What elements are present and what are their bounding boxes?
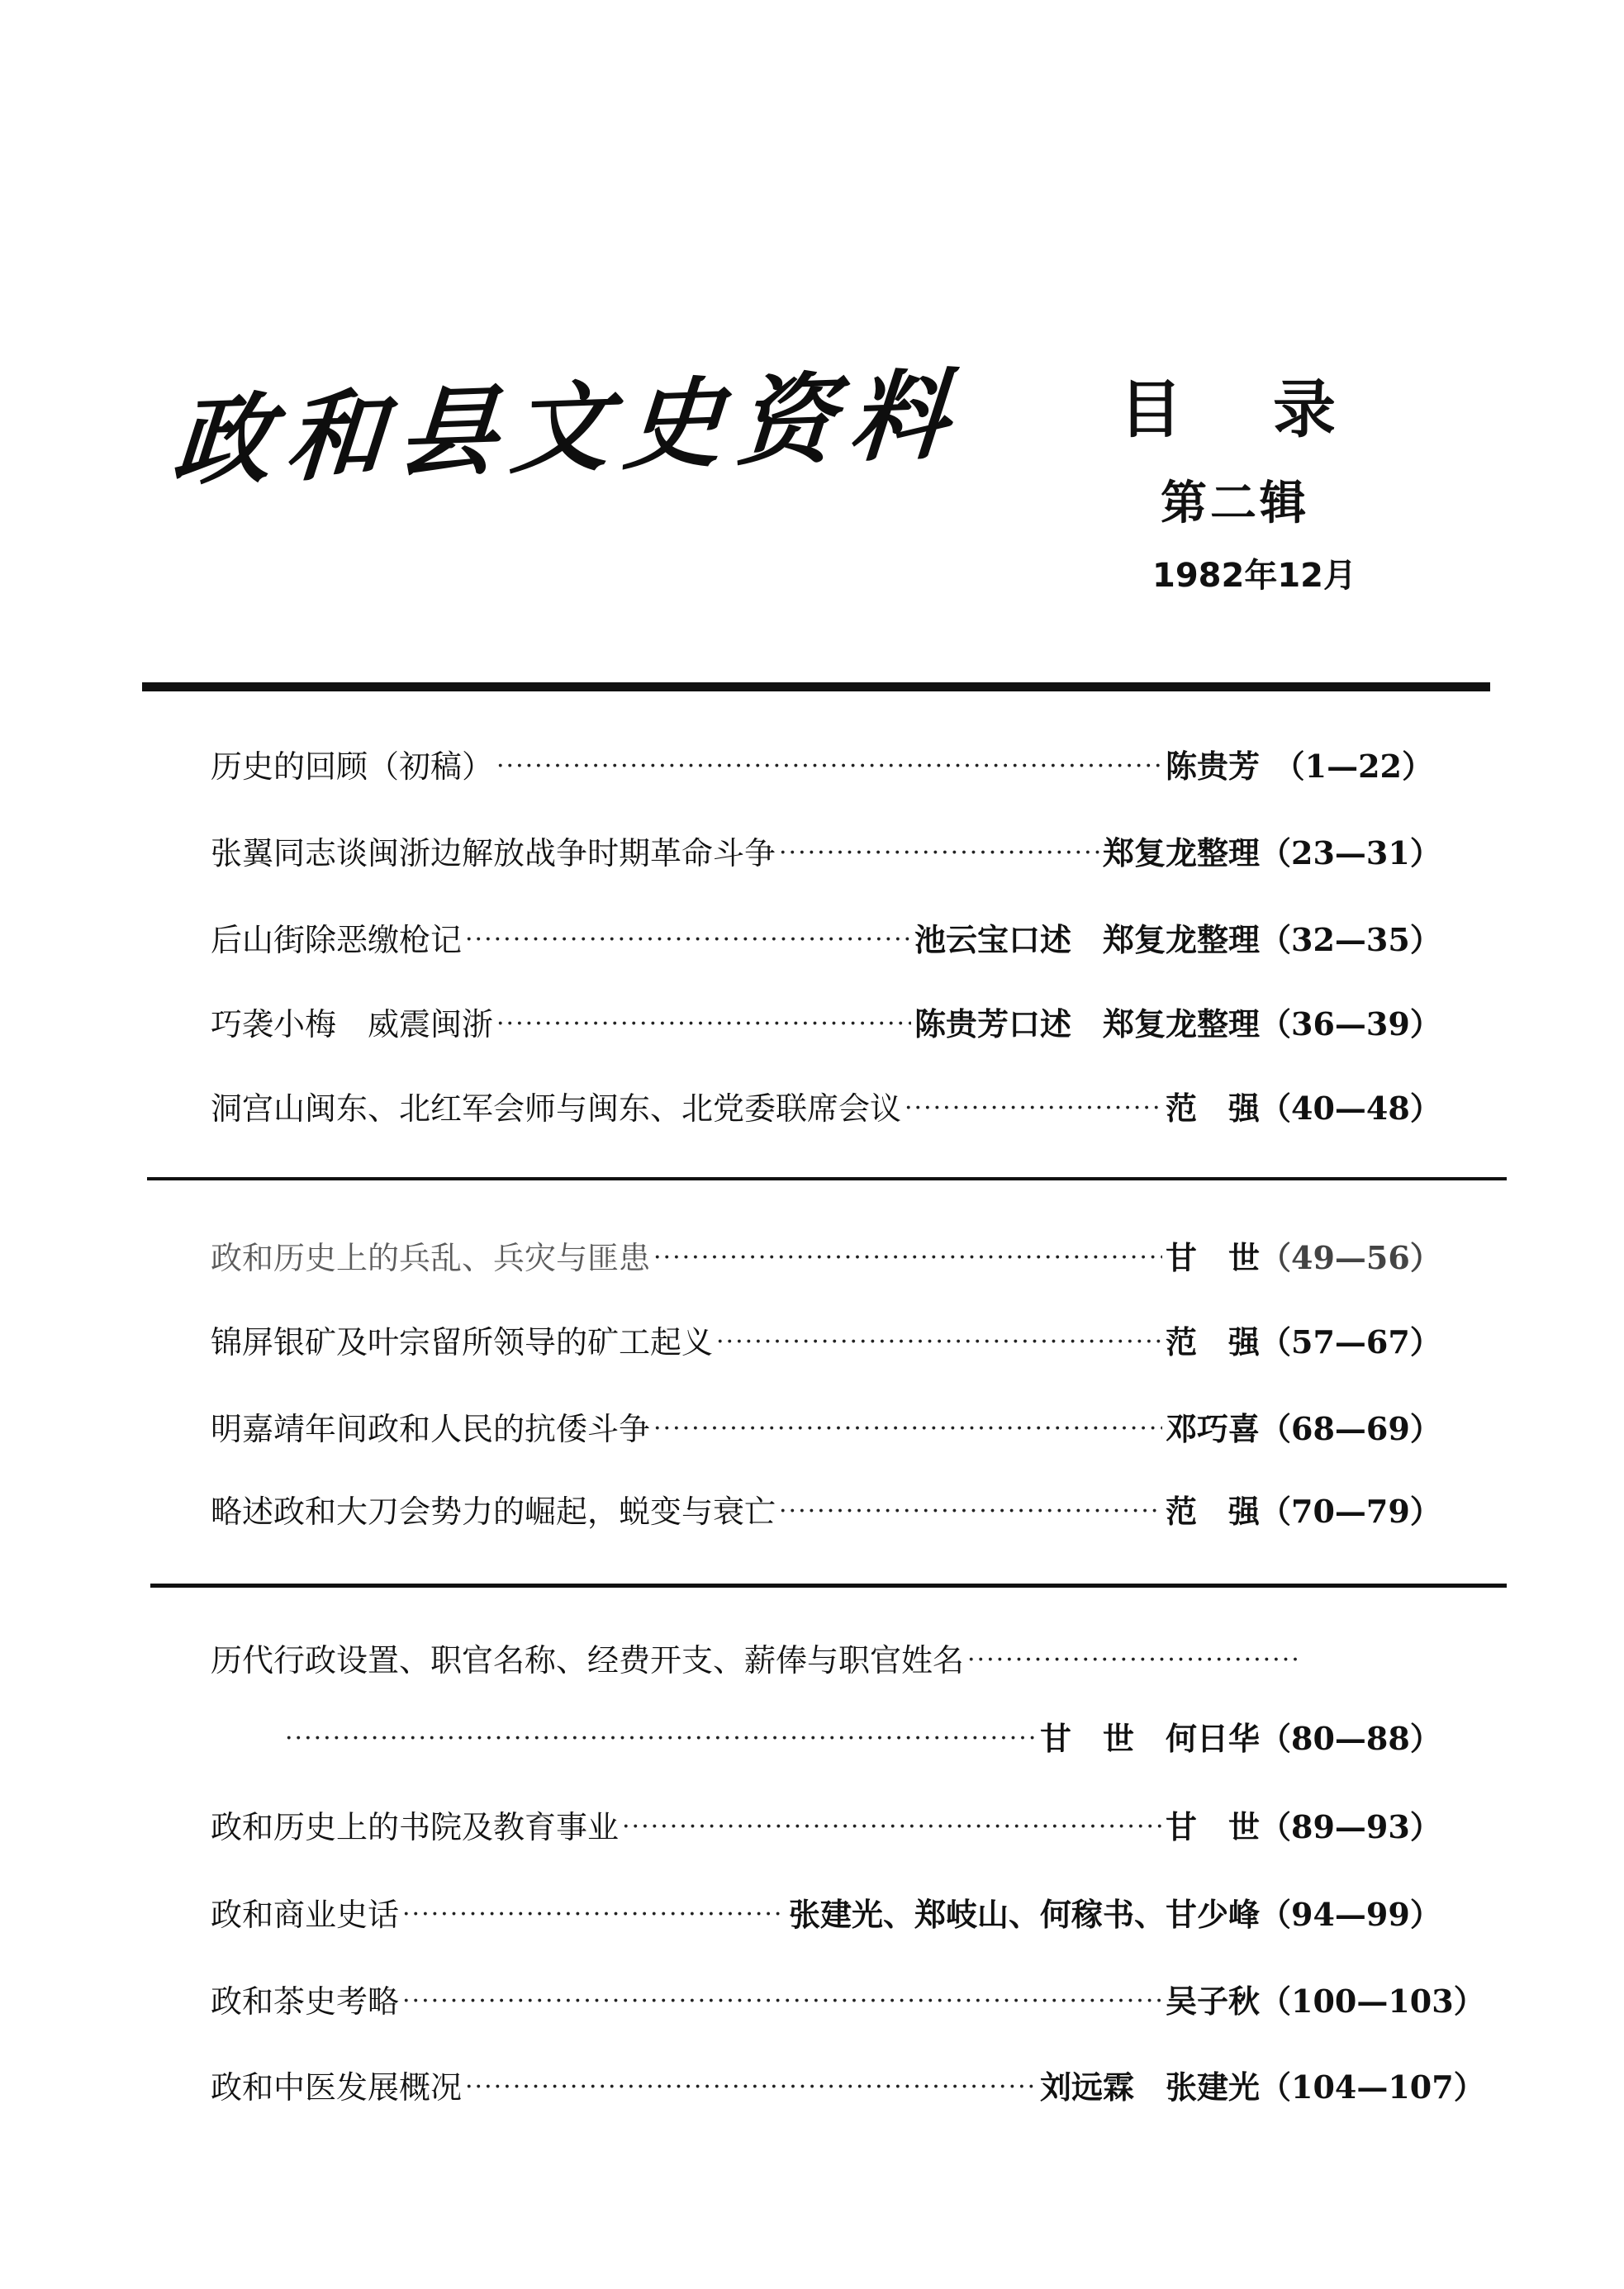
entry-pages: （94—99） [1260, 1896, 1441, 1933]
entry-author: 范 强 [1165, 1494, 1260, 1530]
entry-author: 陈贵芳口述 郑复龙整理 [914, 1006, 1260, 1042]
entry-title: 历代行政设置、职官名称、经费开支、薪俸与职官姓名 [211, 1642, 965, 1679]
entry-title: 政和中医发展概况 [211, 2069, 463, 2106]
entry-pages: （57—67） [1260, 1323, 1441, 1361]
entry-pages: （40—48） [1260, 1090, 1441, 1127]
entry-title: 张翼同志谈闽浙边解放战争时期革命斗争 [211, 835, 776, 871]
entry-title: 政和历史上的书院及教育事业 [211, 1809, 620, 1845]
toc-entry[interactable] [211, 1000, 1441, 1049]
toc-entry[interactable] [211, 1487, 1441, 1536]
entry-title: 明嘉靖年间政和人民的抗倭斗争 [211, 1411, 651, 1447]
entry-author: 陈贵芳 [1165, 748, 1260, 785]
entry-title: 历史的回顾（初稿） [211, 748, 494, 785]
toc-entry[interactable] [211, 1318, 1441, 1367]
issue-number: 第二辑 [1161, 477, 1309, 530]
entry-pages: （80—88） [1260, 1720, 1441, 1757]
entry-author: 甘 世 [1165, 1240, 1260, 1276]
entry-author: 范 强 [1165, 1090, 1260, 1127]
dot-leader [779, 829, 1099, 878]
entry-author: 甘 世 何日华 [1039, 1721, 1260, 1757]
dot-leader [285, 1714, 1037, 1764]
entry-author: 郑复龙整理 [1102, 835, 1260, 871]
toc-entry[interactable] [211, 1977, 1485, 2026]
entry-author: 邓巧喜 [1165, 1411, 1260, 1447]
dot-leader [496, 1000, 911, 1049]
entry-title: 锦屏银矿及叶宗留所领导的矿工起义 [211, 1324, 714, 1361]
dot-leader [402, 1890, 786, 1940]
dot-leader [622, 1802, 1162, 1852]
publication-date: 1982年12月 [1152, 557, 1356, 595]
entry-author: 刘远霖 张建光 [1039, 2069, 1260, 2106]
entry-pages: （70—79） [1260, 1493, 1441, 1530]
entry-author: 张建光、郑岐山、何稼书、甘少峰 [788, 1897, 1260, 1933]
entry-title: 后山街除恶缴枪记 [211, 922, 463, 958]
toc-entry[interactable] [211, 742, 1433, 791]
toc-entry[interactable] [211, 915, 1441, 965]
toc-entry[interactable] [211, 829, 1441, 878]
dot-leader [967, 1636, 1298, 1685]
section-divider [150, 1584, 1507, 1588]
toc-entry-wrapped[interactable] [211, 1636, 1301, 1685]
entry-author: 池云宝口述 郑复龙整理 [914, 922, 1260, 958]
dot-leader [496, 742, 1162, 791]
entry-pages: （68—69） [1260, 1410, 1441, 1447]
dot-leader [716, 1318, 1162, 1367]
dot-leader [653, 1233, 1162, 1283]
toc-entry[interactable] [211, 1404, 1441, 1454]
entry-pages: （23—31） [1260, 834, 1441, 871]
toc-entry[interactable] [211, 1890, 1441, 1940]
dot-leader [402, 1977, 1162, 2026]
top-divider [142, 682, 1490, 691]
toc-heading: 目录 [1119, 373, 1427, 446]
section-divider [147, 1177, 1507, 1180]
dot-leader [465, 2063, 1037, 2112]
entry-pages: （1—22） [1273, 748, 1433, 785]
toc-entry[interactable] [211, 1233, 1441, 1283]
entry-pages: （89—93） [1260, 1808, 1441, 1845]
dot-leader [653, 1404, 1162, 1454]
entry-title: 政和历史上的兵乱、兵灾与匪患 [211, 1240, 651, 1276]
toc-entry[interactable] [211, 1802, 1441, 1852]
entry-author: 范 强 [1165, 1324, 1260, 1361]
entry-pages: （36—39） [1260, 1005, 1441, 1042]
entry-pages: （104—107） [1260, 2068, 1485, 2106]
entry-pages: （32—35） [1260, 921, 1441, 958]
masthead-title: 政和县文史资料 [169, 356, 967, 500]
entry-author: 甘 世 [1165, 1809, 1260, 1845]
dot-leader [779, 1487, 1162, 1536]
entry-title: 政和茶史考略 [211, 1983, 400, 2020]
entry-title: 洞宫山闽东、北红军会师与闽东、北党委联席会议 [211, 1090, 902, 1127]
toc-entry-continuation[interactable] [285, 1714, 1441, 1764]
entry-title: 政和商业史话 [211, 1897, 400, 1933]
dot-leader [465, 915, 911, 965]
entry-author: 吴子秋 [1165, 1983, 1260, 2020]
toc-entry[interactable] [211, 2063, 1485, 2112]
entry-title: 略述政和大刀会势力的崛起，蜕变与衰亡 [211, 1494, 776, 1530]
dot-leader [905, 1084, 1162, 1133]
entry-title: 巧袭小梅 威震闽浙 [211, 1006, 494, 1042]
entry-pages: （49—56） [1260, 1239, 1441, 1276]
toc-entry[interactable] [211, 1084, 1441, 1133]
entry-pages: （100—103） [1260, 1983, 1485, 2020]
